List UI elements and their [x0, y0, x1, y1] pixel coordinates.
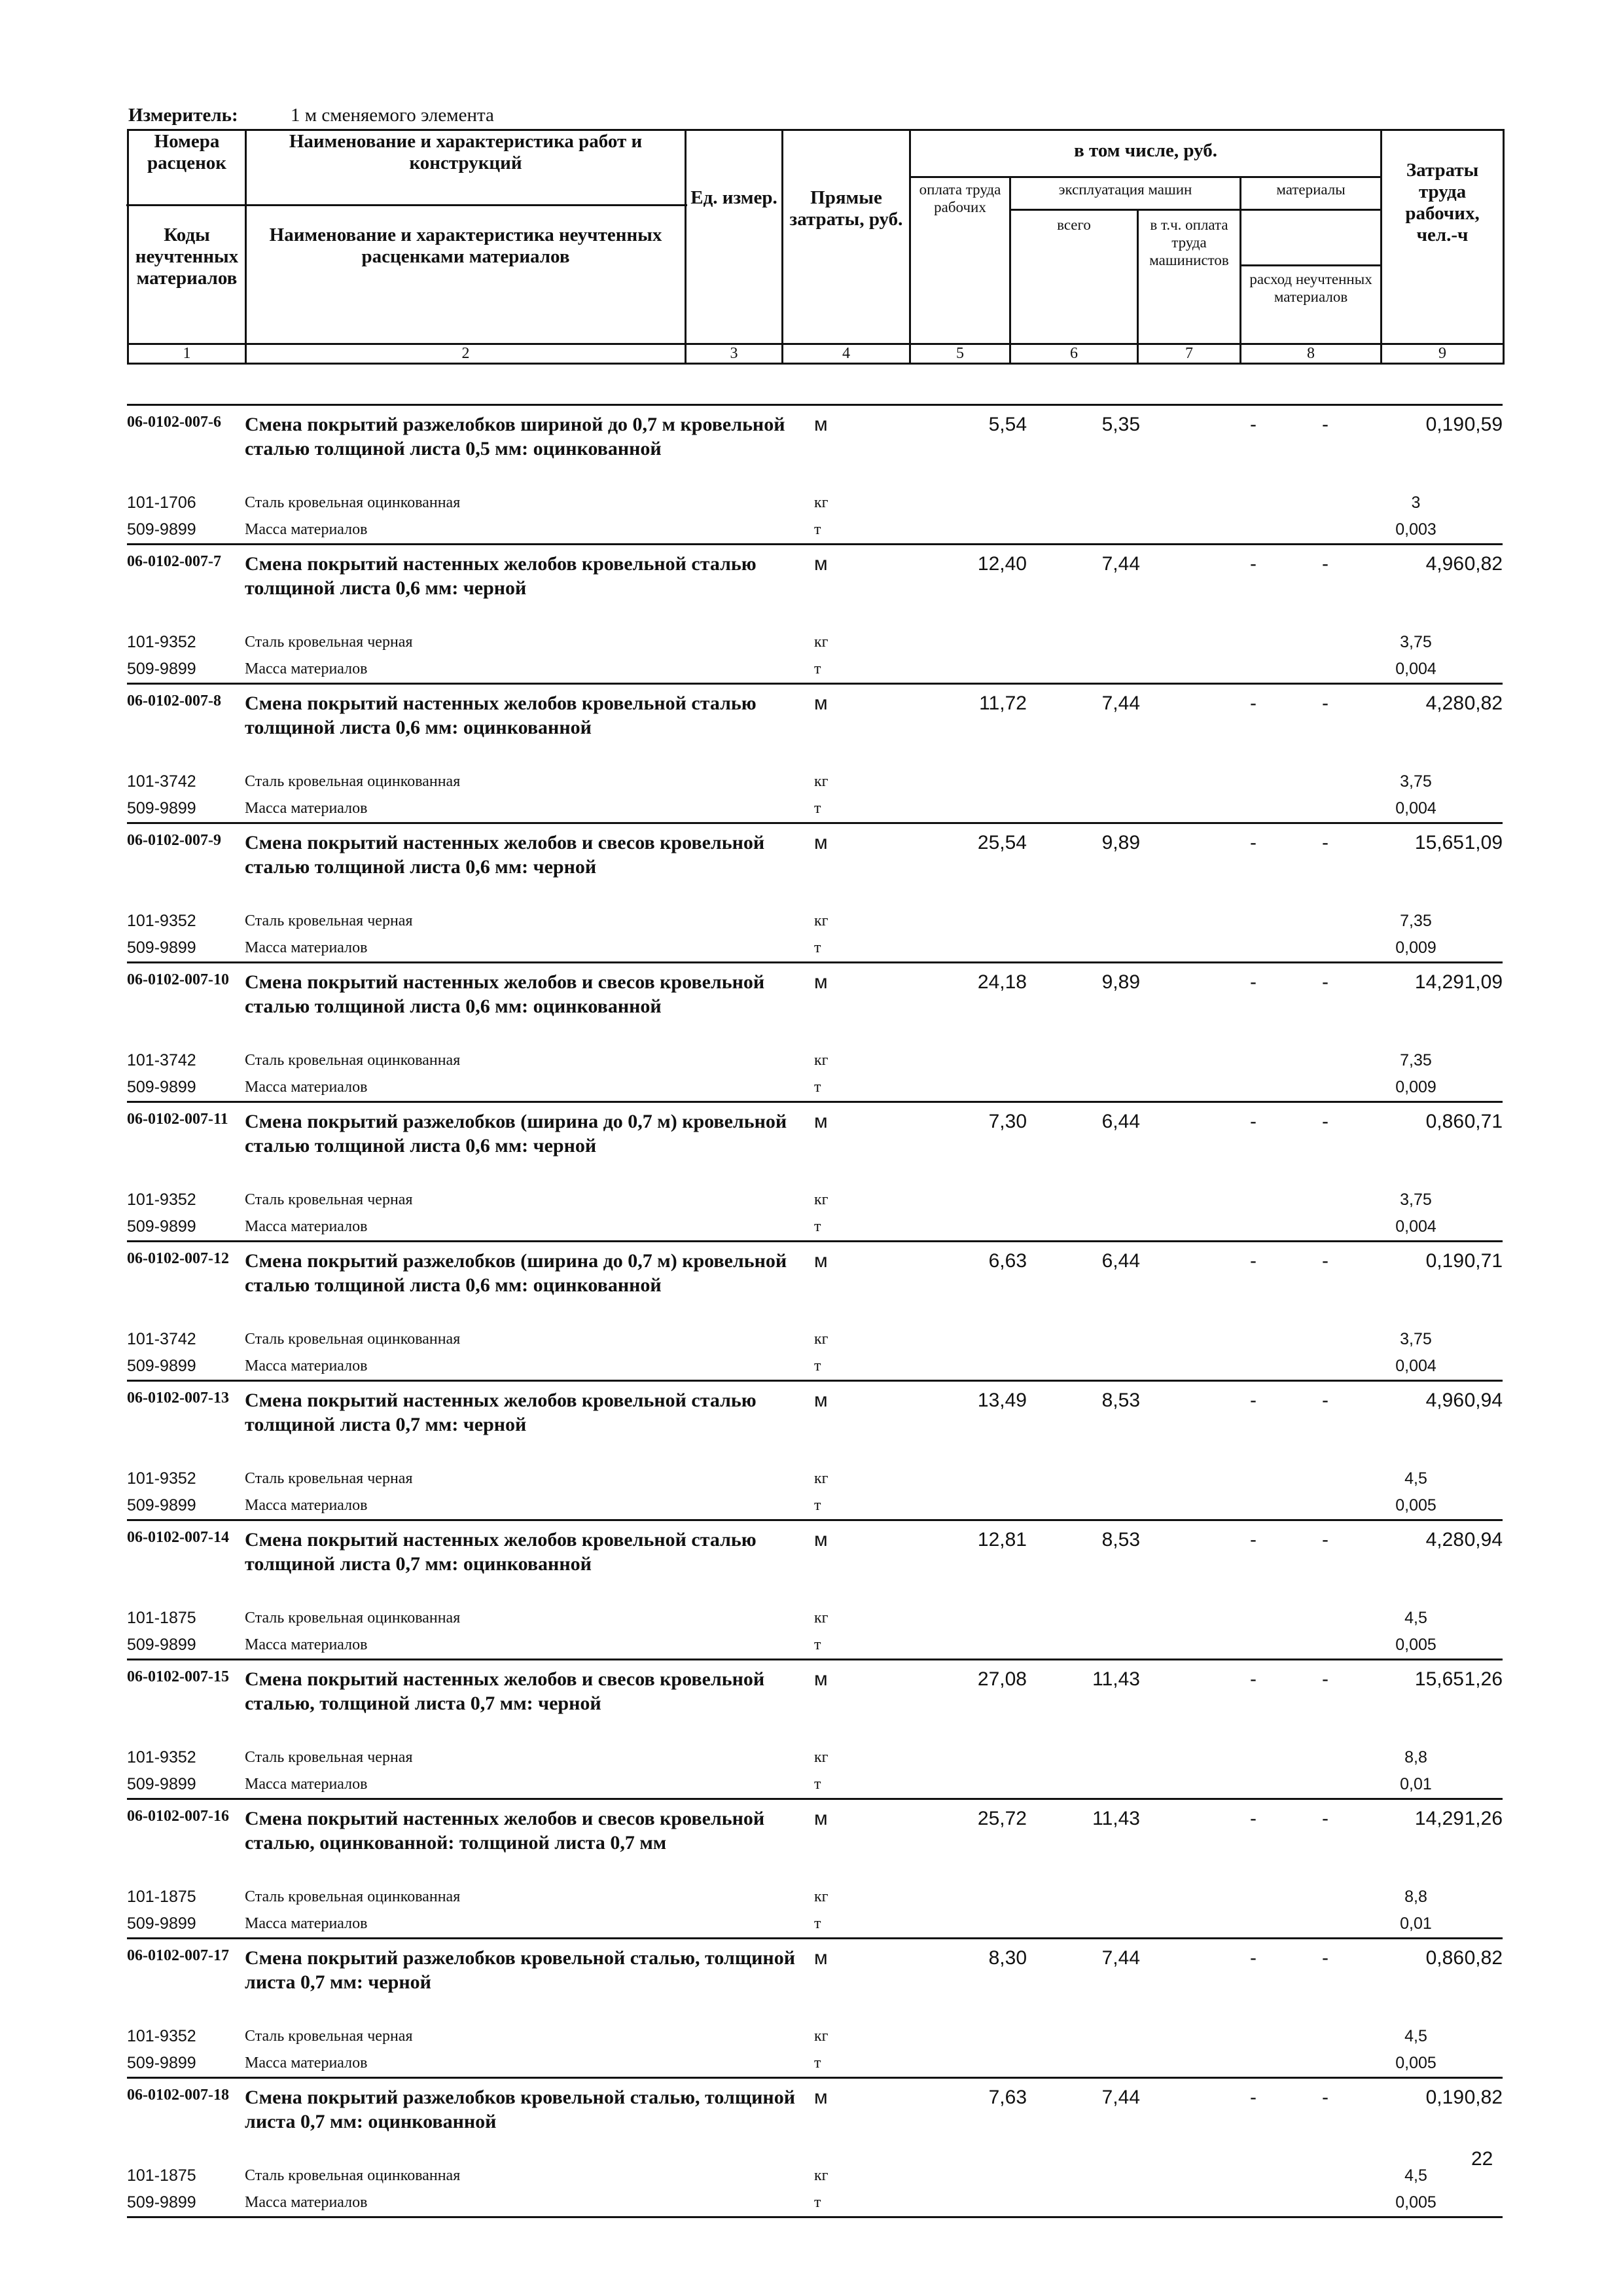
- material-quantity: 4,5: [1404, 2027, 1427, 2045]
- material-unit: кг: [814, 773, 829, 790]
- rate-code: 06-0102-007-12: [127, 1250, 229, 1267]
- rate-name: Смена покрытий настенных желобов кровельной сталью толщиной листа 0,7 мм: оцинкованной: [245, 1529, 757, 1575]
- wage-costs: 7,44: [1101, 2087, 1140, 2108]
- rate-code: 06-0102-007-6: [127, 414, 221, 431]
- rate-row: [127, 404, 1503, 490]
- machinist-wages: -: [1322, 1947, 1329, 1969]
- machinist-wages: -: [1322, 692, 1329, 714]
- rate-code: 06-0102-007-17: [127, 1947, 229, 1964]
- material-name: Сталь кровельная оцинкованная: [245, 494, 461, 511]
- material-row: [127, 490, 1503, 516]
- material-costs: 0,19: [1425, 414, 1464, 435]
- material-costs: 0,86: [1425, 1947, 1464, 1969]
- material-row: [127, 908, 1503, 935]
- machine-costs: -: [1250, 1947, 1257, 1969]
- machine-costs: -: [1250, 553, 1257, 575]
- material-name: Масса материалов: [245, 1218, 368, 1235]
- rate-code: 06-0102-007-18: [127, 2087, 229, 2104]
- material-name: Масса материалов: [245, 521, 368, 538]
- material-quantity: 0,003: [1395, 520, 1436, 539]
- rate-name: Смена покрытий разжелобков кровельной сталью, толщиной листа 0,7 мм: оцинкованной: [245, 2087, 795, 2132]
- material-quantity: 0,01: [1400, 1914, 1432, 1933]
- material-row: [127, 1605, 1503, 1632]
- rate-code: 06-0102-007-15: [127, 1668, 229, 1685]
- material-costs: 4,96: [1425, 1390, 1464, 1411]
- rate-unit: м: [814, 971, 828, 993]
- machine-costs: -: [1250, 1250, 1257, 1272]
- material-row: [127, 1492, 1503, 1519]
- wage-costs: 8,53: [1101, 1390, 1140, 1411]
- material-row: [127, 1353, 1503, 1380]
- material-quantity: 3,75: [1400, 1330, 1432, 1348]
- material-name: Масса материалов: [245, 939, 368, 956]
- material-unit: кг: [814, 1470, 829, 1487]
- col-number: 2: [246, 344, 686, 364]
- direct-costs: 25,54: [977, 832, 1027, 853]
- material-name: Масса материалов: [245, 2054, 368, 2072]
- material-quantity: 3: [1411, 493, 1421, 512]
- rates-table-body: [127, 404, 1503, 2218]
- rate-code: 06-0102-007-7: [127, 553, 221, 570]
- machinist-wages: -: [1322, 1808, 1329, 1829]
- material-name: Сталь кровельная оцинкованная: [245, 1609, 461, 1626]
- rate-unit: м: [814, 1250, 828, 1272]
- rate-unit: м: [814, 1529, 828, 1551]
- measurer: [128, 105, 494, 126]
- header-machine-operation: эксплуатация машин: [1010, 177, 1241, 210]
- material-unit: т: [814, 1497, 821, 1514]
- labor-costs: 0,82: [1464, 1947, 1503, 1969]
- rate-name: Смена покрытий разжелобков кровельной сталью, толщиной листа 0,7 мм: черной: [245, 1947, 795, 1993]
- labor-costs: 1,09: [1464, 832, 1503, 853]
- material-quantity: 0,009: [1395, 939, 1436, 957]
- rate-row: [127, 683, 1503, 768]
- material-code: 509-9899: [127, 520, 196, 539]
- machinist-wages: -: [1322, 1250, 1329, 1272]
- rate-unit: м: [814, 1111, 828, 1132]
- material-unit: т: [814, 1079, 821, 1096]
- machinist-wages: -: [1322, 1390, 1329, 1411]
- material-name: Сталь кровельная оцинкованная: [245, 1052, 461, 1069]
- rate-unit: м: [814, 1808, 828, 1829]
- labor-costs: 0,82: [1464, 692, 1503, 714]
- direct-costs: 5,54: [988, 414, 1027, 435]
- direct-costs: 7,30: [988, 1111, 1027, 1132]
- material-name: Сталь кровельная оцинкованная: [245, 2167, 461, 2184]
- header-machine-total: всего: [1010, 210, 1138, 344]
- rate-name: Смена покрытий настенных желобов и свесов кровельной сталью толщиной листа 0,6 мм: оцинкованной: [245, 971, 765, 1017]
- header-material-name: Наименование и характеристика неучтенных расценками материалов: [269, 224, 662, 267]
- material-row: [127, 2162, 1503, 2189]
- material-name: Масса материалов: [245, 1776, 368, 1793]
- material-unit: кг: [814, 1331, 829, 1348]
- machine-costs: -: [1250, 1529, 1257, 1551]
- labor-costs: 0,71: [1464, 1250, 1503, 1272]
- material-row: [127, 768, 1503, 795]
- header-material-consumption: расход неучтенных материалов: [1241, 266, 1382, 344]
- rate-row: [127, 2077, 1503, 2162]
- material-row: [127, 2023, 1503, 2050]
- wage-costs: 7,44: [1101, 553, 1140, 575]
- col-number: 3: [686, 344, 783, 364]
- material-name: Масса материалов: [245, 1915, 368, 1932]
- wage-costs: 8,53: [1101, 1529, 1140, 1551]
- direct-costs: 24,18: [977, 971, 1027, 993]
- material-row: [127, 516, 1503, 543]
- material-code: 101-9352: [127, 1191, 196, 1209]
- material-quantity: 0,005: [1395, 1636, 1436, 1654]
- material-costs: 15,65: [1414, 1668, 1464, 1690]
- table-header: [127, 129, 1505, 365]
- material-row: [127, 935, 1503, 961]
- rate-code: 06-0102-007-9: [127, 832, 221, 849]
- rate-name: Смена покрытий разжелобков шириной до 0,7 м кровельной сталью толщиной листа 0,5 мм: оцинкованной: [245, 414, 785, 459]
- wage-costs: 7,44: [1101, 1947, 1140, 1969]
- material-costs: 0,19: [1425, 2087, 1464, 2108]
- material-code: 509-9899: [127, 1636, 196, 1654]
- material-unit: т: [814, 1357, 821, 1374]
- material-unit: т: [814, 1636, 821, 1653]
- material-row: [127, 1771, 1503, 1798]
- material-code: 509-9899: [127, 660, 196, 678]
- material-name: Масса материалов: [245, 1497, 368, 1514]
- material-unit: кг: [814, 1749, 829, 1766]
- rate-unit: м: [814, 1668, 828, 1690]
- rate-name: Смена покрытий настенных желобов и свесов кровельной сталью толщиной листа 0,6 мм: черной: [245, 832, 765, 878]
- material-quantity: 0,005: [1395, 2193, 1436, 2212]
- material-quantity: 3,75: [1400, 633, 1432, 651]
- direct-costs: 6,63: [988, 1250, 1027, 1272]
- material-row: [127, 1047, 1503, 1074]
- material-quantity: 7,35: [1400, 912, 1432, 930]
- material-code: 101-9352: [127, 1469, 196, 1488]
- material-unit: т: [814, 2054, 821, 2072]
- labor-costs: 1,26: [1464, 1808, 1503, 1829]
- material-quantity: 4,5: [1404, 1469, 1427, 1488]
- col-number: 9: [1382, 344, 1504, 364]
- material-row: [127, 2050, 1503, 2077]
- rate-row: [127, 961, 1503, 1047]
- material-code: 509-9899: [127, 1357, 196, 1375]
- machinist-wages: -: [1322, 971, 1329, 993]
- material-costs: 15,65: [1414, 832, 1464, 853]
- material-code: 509-9899: [127, 799, 196, 817]
- material-costs: 4,96: [1425, 553, 1464, 575]
- machinist-wages: -: [1322, 832, 1329, 853]
- page-number: 22: [1471, 2148, 1493, 2170]
- table-end-line: [127, 2216, 1503, 2218]
- material-unit: т: [814, 2194, 821, 2211]
- wage-costs: 9,89: [1101, 971, 1140, 993]
- material-name: Масса материалов: [245, 800, 368, 817]
- material-code: 101-3742: [127, 1051, 196, 1069]
- header-materials: материалы: [1241, 177, 1382, 210]
- material-costs: 14,29: [1414, 971, 1464, 993]
- material-unit: кг: [814, 494, 829, 511]
- material-code: 101-9352: [127, 2027, 196, 2045]
- material-unit: т: [814, 800, 821, 817]
- machinist-wages: -: [1322, 414, 1329, 435]
- header-including: в том числе, руб.: [910, 130, 1382, 177]
- machine-costs: -: [1250, 971, 1257, 993]
- machine-costs: -: [1250, 1808, 1257, 1829]
- rate-row: [127, 1798, 1503, 1884]
- material-name: Сталь кровельная оцинкованная: [245, 773, 461, 790]
- wage-costs: 11,43: [1092, 1668, 1140, 1690]
- rate-unit: м: [814, 2087, 828, 2108]
- machine-costs: -: [1250, 2087, 1257, 2108]
- col-number: 8: [1241, 344, 1382, 364]
- rate-name: Смена покрытий настенных желобов и свесов кровельной сталью, оцинкованной: толщиной листа 0,7 мм: [245, 1808, 765, 1854]
- machinist-wages: -: [1322, 1111, 1329, 1132]
- rate-unit: м: [814, 1947, 828, 1969]
- labor-costs: 0,82: [1464, 553, 1503, 575]
- header-wages: оплата труда рабочих: [910, 177, 1010, 344]
- rate-unit: м: [814, 1390, 828, 1411]
- material-quantity: 4,5: [1404, 1609, 1427, 1627]
- rate-code: 06-0102-007-16: [127, 1808, 229, 1825]
- material-quantity: 3,75: [1400, 772, 1432, 791]
- material-unit: т: [814, 939, 821, 956]
- material-code: 101-1875: [127, 2166, 196, 2185]
- rate-code: 06-0102-007-13: [127, 1390, 229, 1407]
- rate-row: [127, 1380, 1503, 1465]
- labor-costs: 0,59: [1464, 414, 1503, 435]
- material-row: [127, 1910, 1503, 1937]
- material-row: [127, 1884, 1503, 1910]
- material-name: Масса материалов: [245, 1079, 368, 1096]
- rate-name: Смена покрытий настенных желобов кровельной сталью толщиной листа 0,6 мм: оцинкованной: [245, 692, 757, 738]
- rate-unit: м: [814, 553, 828, 575]
- direct-costs: 7,63: [988, 2087, 1027, 2108]
- material-unit: кг: [814, 1191, 829, 1208]
- material-name: Сталь кровельная оцинкованная: [245, 1331, 461, 1348]
- header-labor-costs: Затраты труда рабочих, чел.-ч: [1382, 130, 1504, 344]
- header-machinist-wages: в т.ч. оплата труда машинистов: [1138, 210, 1241, 344]
- material-unit: т: [814, 660, 821, 677]
- material-name: Масса материалов: [245, 2194, 368, 2211]
- material-row: [127, 1465, 1503, 1492]
- material-unit: кг: [814, 912, 829, 929]
- header-rate-numbers: Номера расценок: [126, 131, 247, 206]
- material-code: 101-3742: [127, 772, 196, 791]
- material-code: 509-9899: [127, 2054, 196, 2072]
- machine-costs: -: [1250, 692, 1257, 714]
- material-code: 101-1706: [127, 493, 196, 512]
- material-code: 101-3742: [127, 1330, 196, 1348]
- material-name: Сталь кровельная черная: [245, 912, 413, 929]
- machinist-wages: -: [1322, 1668, 1329, 1690]
- material-costs: 0,19: [1425, 1250, 1464, 1272]
- wage-costs: 5,35: [1101, 414, 1140, 435]
- material-quantity: 8,8: [1404, 1748, 1427, 1767]
- machine-costs: -: [1250, 1111, 1257, 1132]
- material-code: 101-9352: [127, 912, 196, 930]
- material-unit: т: [814, 1915, 821, 1932]
- material-name: Сталь кровельная оцинкованная: [245, 1888, 461, 1905]
- material-costs: 4,28: [1425, 1529, 1464, 1551]
- material-quantity: 0,004: [1395, 1217, 1436, 1236]
- material-row: [127, 1187, 1503, 1213]
- material-code: 509-9899: [127, 2193, 196, 2212]
- direct-costs: 12,40: [977, 553, 1027, 575]
- wage-costs: 9,89: [1101, 832, 1140, 853]
- rate-unit: м: [814, 692, 828, 714]
- material-code: 509-9899: [127, 1496, 196, 1515]
- header-unit: Ед. измер.: [686, 130, 783, 344]
- machine-costs: -: [1250, 832, 1257, 853]
- material-code: 101-1875: [127, 1609, 196, 1627]
- material-name: Масса материалов: [245, 1636, 368, 1653]
- material-unit: кг: [814, 634, 829, 651]
- rate-code: 06-0102-007-8: [127, 692, 221, 709]
- machine-costs: -: [1250, 1668, 1257, 1690]
- material-name: Сталь кровельная черная: [245, 634, 413, 651]
- header-material-codes: Коды неучтенных материалов: [135, 224, 239, 289]
- labor-costs: 1,26: [1464, 1668, 1503, 1690]
- col-number: 7: [1138, 344, 1241, 364]
- material-row: [127, 795, 1503, 822]
- material-code: 101-9352: [127, 633, 196, 651]
- direct-costs: 25,72: [977, 1808, 1027, 1829]
- material-quantity: 3,75: [1400, 1191, 1432, 1209]
- labor-costs: 0,94: [1464, 1390, 1503, 1411]
- rate-row: [127, 1519, 1503, 1605]
- material-row: [127, 1744, 1503, 1771]
- rate-name: Смена покрытий настенных желобов и свесов кровельной сталью, толщиной листа 0,7 мм: черной: [245, 1668, 765, 1714]
- material-row: [127, 1326, 1503, 1353]
- material-unit: кг: [814, 1888, 829, 1905]
- material-row: [127, 1632, 1503, 1659]
- material-unit: т: [814, 1776, 821, 1793]
- direct-costs: 11,72: [979, 692, 1027, 714]
- col-number: 1: [128, 344, 246, 364]
- material-unit: кг: [814, 1609, 829, 1626]
- rate-code: 06-0102-007-11: [127, 1111, 228, 1128]
- material-name: Сталь кровельная черная: [245, 1749, 413, 1766]
- rate-row: [127, 822, 1503, 908]
- material-code: 101-9352: [127, 1748, 196, 1767]
- material-name: Сталь кровельная черная: [245, 1470, 413, 1487]
- material-code: 509-9899: [127, 1217, 196, 1236]
- material-quantity: 8,8: [1404, 1888, 1427, 1906]
- material-unit: т: [814, 1218, 821, 1235]
- machine-costs: -: [1250, 414, 1257, 435]
- material-quantity: 0,01: [1400, 1775, 1432, 1793]
- machinist-wages: -: [1322, 2087, 1329, 2108]
- machinist-wages: -: [1322, 553, 1329, 575]
- rate-name: Смена покрытий настенных желобов кровельной сталью толщиной листа 0,7 мм: черной: [245, 1390, 757, 1435]
- rate-unit: м: [814, 414, 828, 435]
- rate-row: [127, 1240, 1503, 1326]
- measurer-label: Измеритель:: [128, 105, 238, 126]
- material-code: 509-9899: [127, 1914, 196, 1933]
- labor-costs: 0,71: [1464, 1111, 1503, 1132]
- wage-costs: 6,44: [1101, 1250, 1140, 1272]
- direct-costs: 8,30: [988, 1947, 1027, 1969]
- material-unit: кг: [814, 2028, 829, 2045]
- material-quantity: 0,005: [1395, 1496, 1436, 1515]
- material-code: 101-1875: [127, 1888, 196, 1906]
- header-direct-costs: Прямые затраты, руб.: [783, 130, 910, 344]
- material-quantity: 4,5: [1404, 2166, 1427, 2185]
- material-name: Сталь кровельная черная: [245, 2028, 413, 2045]
- wage-costs: 6,44: [1101, 1111, 1140, 1132]
- material-unit: кг: [814, 1052, 829, 1069]
- material-code: 509-9899: [127, 1078, 196, 1096]
- col-number: 5: [910, 344, 1010, 364]
- header-work-name: Наименование и характеристика работ и конструкций: [244, 131, 687, 206]
- material-quantity: 0,004: [1395, 1357, 1436, 1375]
- material-name: Масса материалов: [245, 1357, 368, 1374]
- direct-costs: 27,08: [977, 1668, 1027, 1690]
- rate-code: 06-0102-007-10: [127, 971, 229, 988]
- machine-costs: -: [1250, 1390, 1257, 1411]
- material-row: [127, 2189, 1503, 2216]
- material-quantity: 7,35: [1400, 1051, 1432, 1069]
- rate-row: [127, 1937, 1503, 2023]
- machinist-wages: -: [1322, 1529, 1329, 1551]
- direct-costs: 13,49: [977, 1390, 1027, 1411]
- rate-row: [127, 1659, 1503, 1744]
- material-row: [127, 629, 1503, 656]
- material-row: [127, 1074, 1503, 1101]
- material-quantity: 0,004: [1395, 660, 1436, 678]
- rate-name: Смена покрытий настенных желобов кровельной сталью толщиной листа 0,6 мм: черной: [245, 553, 757, 599]
- material-costs: 14,29: [1414, 1808, 1464, 1829]
- col-number: 4: [783, 344, 910, 364]
- material-quantity: 0,004: [1395, 799, 1436, 817]
- material-name: Сталь кровельная черная: [245, 1191, 413, 1208]
- labor-costs: 1,09: [1464, 971, 1503, 993]
- material-code: 509-9899: [127, 939, 196, 957]
- material-costs: 0,86: [1425, 1111, 1464, 1132]
- labor-costs: 0,94: [1464, 1529, 1503, 1551]
- material-row: [127, 656, 1503, 683]
- col-number: 6: [1010, 344, 1138, 364]
- labor-costs: 0,82: [1464, 2087, 1503, 2108]
- direct-costs: 12,81: [977, 1529, 1027, 1551]
- material-quantity: 0,009: [1395, 1078, 1436, 1096]
- material-quantity: 0,005: [1395, 2054, 1436, 2072]
- rate-row: [127, 1101, 1503, 1187]
- measurer-value: 1 м сменяемого элемента: [291, 105, 494, 126]
- rate-name: Смена покрытий разжелобков (ширина до 0,7 м) кровельной сталью толщиной листа 0,6 мм: черной: [245, 1111, 787, 1157]
- wage-costs: 7,44: [1101, 692, 1140, 714]
- wage-costs: 11,43: [1092, 1808, 1140, 1829]
- material-unit: кг: [814, 2167, 829, 2184]
- material-row: [127, 1213, 1503, 1240]
- rate-name: Смена покрытий разжелобков (ширина до 0,7 м) кровельной сталью толщиной листа 0,6 мм: оцинкованной: [245, 1250, 787, 1296]
- material-unit: т: [814, 521, 821, 538]
- material-code: 509-9899: [127, 1775, 196, 1793]
- rate-code: 06-0102-007-14: [127, 1529, 229, 1546]
- material-costs: 4,28: [1425, 692, 1464, 714]
- material-name: Масса материалов: [245, 660, 368, 677]
- rate-unit: м: [814, 832, 828, 853]
- rate-row: [127, 543, 1503, 629]
